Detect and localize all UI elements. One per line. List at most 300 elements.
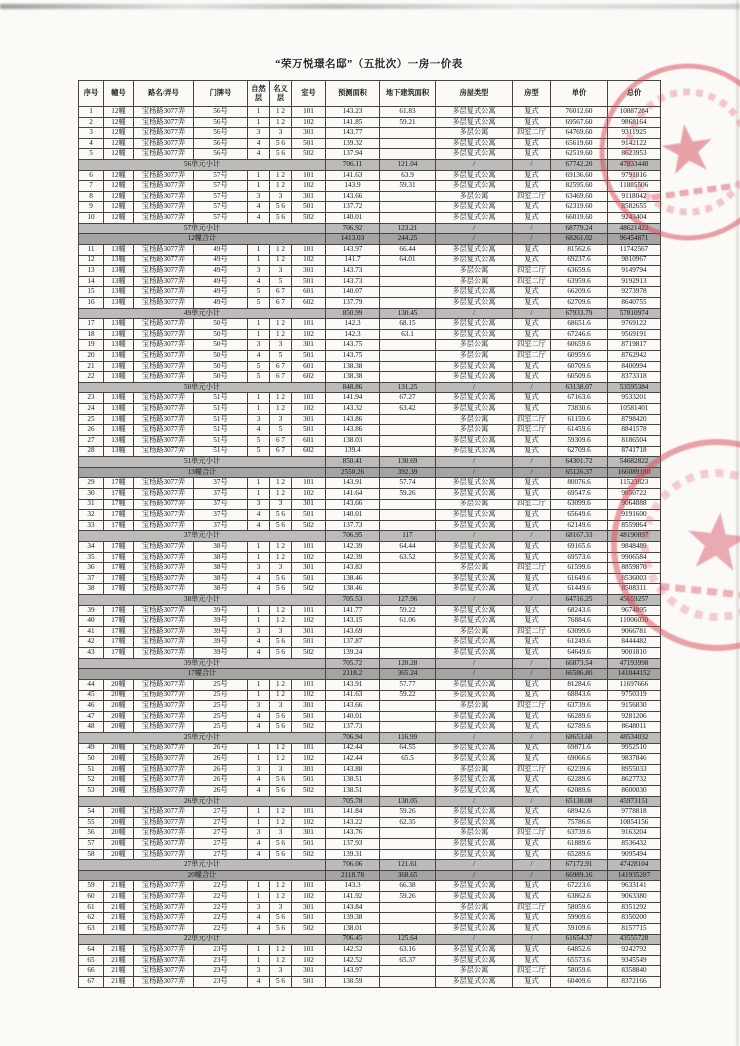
cell: 2118.2 xyxy=(326,669,380,680)
cell: 多层复式公寓 xyxy=(436,319,513,330)
cell: 63099.6 xyxy=(551,626,608,637)
cell: / xyxy=(436,732,513,743)
table-row xyxy=(79,775,661,786)
cell: 102 xyxy=(292,892,326,903)
table-row xyxy=(79,372,661,383)
cell: 50号 xyxy=(194,372,248,383)
cell: 40 xyxy=(79,616,104,627)
cell: 392.39 xyxy=(380,467,436,478)
table-row xyxy=(79,393,661,404)
cell: 6 7 xyxy=(270,361,292,372)
cell: 1 xyxy=(248,244,270,255)
cell: 宝杨路3077弄 xyxy=(134,393,194,404)
table-row xyxy=(79,117,661,128)
cell: 68243.6 xyxy=(551,605,608,616)
cell: 138.51 xyxy=(326,786,380,797)
cell: 10581401 xyxy=(608,404,661,415)
cell: 宝杨路3077弄 xyxy=(134,892,194,903)
cell: 2550.26 xyxy=(326,467,380,478)
cell: 39 xyxy=(79,605,104,616)
cell: 38号 xyxy=(194,584,248,595)
cell: 59.22 xyxy=(380,605,436,616)
cell: 宝杨路3077弄 xyxy=(134,138,194,149)
cell: 多层复式公寓 xyxy=(436,488,513,499)
cell: 3 xyxy=(248,266,270,277)
cell: 51号 xyxy=(194,393,248,404)
cell: 1 2 xyxy=(270,616,292,627)
cell: 1 2 xyxy=(270,117,292,128)
cell: 13幢 xyxy=(104,255,134,266)
unit-subtotal-row xyxy=(79,658,661,669)
cell: 5 6 xyxy=(270,584,292,595)
unit-subtotal-row xyxy=(79,457,661,468)
cell: 65573.6 xyxy=(551,955,608,966)
cell: 59.26 xyxy=(380,892,436,903)
unit-subtotal-row xyxy=(79,934,661,945)
cell: 多层公寓 xyxy=(436,414,513,425)
cell: 138.59 xyxy=(326,976,380,987)
cell: 22号 xyxy=(194,913,248,924)
cell: 5 6 xyxy=(270,520,292,531)
cell: 63959.6 xyxy=(551,276,608,287)
cell: 四室二厅 xyxy=(513,351,551,362)
cell: 1 2 xyxy=(270,244,292,255)
cell: 63.42 xyxy=(380,404,436,415)
cell: 34 xyxy=(79,541,104,552)
cell: 复式 xyxy=(513,488,551,499)
cell: 5 xyxy=(79,149,104,160)
cell: 54 xyxy=(79,807,104,818)
cell: 57号 xyxy=(194,181,248,192)
cell: 11697666 xyxy=(608,679,661,690)
cell: 138.46 xyxy=(326,573,380,584)
cell: 502 xyxy=(292,584,326,595)
cell xyxy=(380,138,436,149)
cell: 38号 xyxy=(194,573,248,584)
cell: 1 2 xyxy=(270,255,292,266)
cell: 60959.6 xyxy=(551,351,608,362)
cell: 1413.03 xyxy=(326,234,380,245)
cell xyxy=(380,913,436,924)
cell: 706.92 xyxy=(326,223,380,234)
cell: 61599.6 xyxy=(551,563,608,574)
cell: 18 xyxy=(79,329,104,340)
cell: 3 xyxy=(270,128,292,139)
cell: 复式 xyxy=(513,892,551,903)
cell: 66.44 xyxy=(380,244,436,255)
cell: 多层复式公寓 xyxy=(436,690,513,701)
cell: 4 xyxy=(248,573,270,584)
cell: 多层复式公寓 xyxy=(436,213,513,224)
cell: 102 xyxy=(292,404,326,415)
cell: 8627732 xyxy=(608,775,661,786)
cell: 47428104 xyxy=(608,860,661,871)
cell: 6 7 xyxy=(270,446,292,457)
cell: 1 2 xyxy=(270,807,292,818)
cell: 62149.6 xyxy=(551,520,608,531)
cell: 49 xyxy=(79,743,104,754)
cell: 13 xyxy=(79,266,104,277)
cell: 25号 xyxy=(194,679,248,690)
cell: / xyxy=(436,934,513,945)
cell: 5 6 xyxy=(270,923,292,934)
cell: 5 xyxy=(270,276,292,287)
cell xyxy=(380,637,436,648)
cell: 13幢 xyxy=(104,266,134,277)
cell: 25号 xyxy=(194,722,248,733)
cell: 57810974 xyxy=(608,308,661,319)
cell: 13幢 xyxy=(104,297,134,308)
cell: 宝杨路3077弄 xyxy=(134,945,194,956)
cell xyxy=(380,722,436,733)
cell: 301 xyxy=(292,563,326,574)
cell: 复式 xyxy=(513,552,551,563)
cell: 137.87 xyxy=(326,637,380,648)
cell: 宝杨路3077弄 xyxy=(134,849,194,860)
cell: / xyxy=(436,669,513,680)
cell: 多层公寓 xyxy=(436,425,513,436)
cell: 宝杨路3077弄 xyxy=(134,425,194,436)
cell: 49号 xyxy=(194,287,248,298)
cell: 复式 xyxy=(513,849,551,860)
cell: 17幢 xyxy=(104,616,134,627)
cell: 多层复式公寓 xyxy=(436,170,513,181)
table-row xyxy=(79,637,661,648)
cell xyxy=(380,648,436,659)
cell: 62709.6 xyxy=(551,446,608,457)
cell xyxy=(380,701,436,712)
cell: 17幢 xyxy=(104,520,134,531)
unit-subtotal-row xyxy=(79,860,661,871)
cell: 143.3 xyxy=(326,881,380,892)
cell: 301 xyxy=(292,764,326,775)
cell: 33 xyxy=(79,520,104,531)
cell: 17幢 xyxy=(104,510,134,521)
cell: 62089.6 xyxy=(551,786,608,797)
cell: 27 xyxy=(79,435,104,446)
cell: 复式 xyxy=(513,807,551,818)
cell: 13幢 xyxy=(104,319,134,330)
cell: 9952510 xyxy=(608,743,661,754)
cell: 9163204 xyxy=(608,828,661,839)
cell: 13幢 xyxy=(104,287,134,298)
cell: 142.52 xyxy=(326,945,380,956)
cell: 20幢 xyxy=(104,828,134,839)
cell: 3 xyxy=(270,499,292,510)
cell: 多层复式公寓 xyxy=(436,297,513,308)
cell: 65.37 xyxy=(380,955,436,966)
cell xyxy=(380,435,436,446)
cell: 63.16 xyxy=(380,945,436,956)
cell: 23号 xyxy=(194,945,248,956)
cell: 9848489 xyxy=(608,541,661,552)
table-row xyxy=(79,414,661,425)
cell: 10 xyxy=(79,213,104,224)
table-row xyxy=(79,213,661,224)
cell: 8559864 xyxy=(608,520,661,531)
cell: 13幢 xyxy=(104,414,134,425)
cell: 4 xyxy=(248,276,270,287)
cell: 13幢 xyxy=(104,329,134,340)
cell: 多层复式公寓 xyxy=(436,679,513,690)
cell: 76884.6 xyxy=(551,616,608,627)
cell: 9906584 xyxy=(608,552,661,563)
cell: 3 xyxy=(270,191,292,202)
cell: 57号 xyxy=(194,213,248,224)
cell: 62319.60 xyxy=(551,202,608,213)
cell: 5 6 xyxy=(270,213,292,224)
cell: 63862.6 xyxy=(551,892,608,903)
column-header: 序号 xyxy=(79,81,104,107)
cell: 9569191 xyxy=(608,329,661,340)
cell: 9064888 xyxy=(608,499,661,510)
table-row xyxy=(79,361,661,372)
column-header: 房屋类型 xyxy=(436,81,513,107)
cell: 12幢 xyxy=(104,107,134,118)
cell xyxy=(380,839,436,850)
cell: 4 xyxy=(248,637,270,648)
building-total-row xyxy=(79,870,661,881)
cell xyxy=(380,584,436,595)
cell: 1 2 xyxy=(270,404,292,415)
cell: 68261.02 xyxy=(551,234,608,245)
cell: 706.06 xyxy=(326,860,380,871)
cell: 138.01 xyxy=(326,923,380,934)
cell: / xyxy=(436,870,513,881)
cell: 64.55 xyxy=(380,743,436,754)
cell: 141044152 xyxy=(608,669,661,680)
cell: 8623953 xyxy=(608,149,661,160)
cell: 141.94 xyxy=(326,393,380,404)
table-row xyxy=(79,181,661,192)
cell: 137.72 xyxy=(326,202,380,213)
cell: 11006030 xyxy=(608,616,661,627)
cell: 6 xyxy=(79,170,104,181)
cell: 101 xyxy=(292,807,326,818)
cell xyxy=(380,446,436,457)
cell: 宝杨路3077弄 xyxy=(134,488,194,499)
cell: 102 xyxy=(292,255,326,266)
cell: 23号 xyxy=(194,976,248,987)
scan-edge-artifact xyxy=(0,4,740,9)
cell: 宝杨路3077弄 xyxy=(134,244,194,255)
cell: 5 xyxy=(248,372,270,383)
cell: 1 2 xyxy=(270,892,292,903)
cell: 67933.79 xyxy=(551,308,608,319)
cell: 宝杨路3077弄 xyxy=(134,510,194,521)
table-body xyxy=(79,107,661,988)
cell: 4 xyxy=(248,510,270,521)
cell: 复式 xyxy=(513,446,551,457)
cell xyxy=(380,202,436,213)
cell: 38号 xyxy=(194,552,248,563)
cell: 29 xyxy=(79,478,104,489)
cell: 67 xyxy=(79,976,104,987)
cell: 39号 xyxy=(194,616,248,627)
cell: 11 xyxy=(79,244,104,255)
subtotal-label: 49单元小计 xyxy=(79,308,326,319)
cell: 2 xyxy=(79,117,104,128)
cell: 多层公寓 xyxy=(436,966,513,977)
cell: 143.15 xyxy=(326,616,380,627)
cell: 301 xyxy=(292,902,326,913)
cell: 17幢 xyxy=(104,552,134,563)
column-header: 总价 xyxy=(608,81,661,107)
cell: 143.66 xyxy=(326,191,380,202)
cell: 20幢 xyxy=(104,786,134,797)
cell: 57.77 xyxy=(380,679,436,690)
cell: 501 xyxy=(292,425,326,436)
cell: 4 xyxy=(248,775,270,786)
cell xyxy=(380,902,436,913)
cell: 4 xyxy=(248,913,270,924)
cell xyxy=(380,425,436,436)
cell: / xyxy=(513,457,551,468)
cell: 61449.6 xyxy=(551,584,608,595)
cell: 7 xyxy=(79,181,104,192)
cell: 17幢 xyxy=(104,648,134,659)
cell xyxy=(380,149,436,160)
building-total-row xyxy=(79,234,661,245)
cell: 143.77 xyxy=(326,128,380,139)
cell: 139.24 xyxy=(326,648,380,659)
cell: 宝杨路3077弄 xyxy=(134,329,194,340)
cell: 81284.6 xyxy=(551,679,608,690)
cell: 4 xyxy=(248,648,270,659)
table-row xyxy=(79,276,661,287)
cell: 宝杨路3077弄 xyxy=(134,297,194,308)
cell: 多层复式公寓 xyxy=(436,520,513,531)
cell: 8640755 xyxy=(608,297,661,308)
cell: 宝杨路3077弄 xyxy=(134,255,194,266)
cell: 141.92 xyxy=(326,892,380,903)
table-row xyxy=(79,807,661,818)
cell: 21幢 xyxy=(104,881,134,892)
cell: / xyxy=(513,234,551,245)
seal-star-icon xyxy=(684,509,740,572)
cell: 12幢 xyxy=(104,181,134,192)
cell: 5 6 xyxy=(270,786,292,797)
cell: 复式 xyxy=(513,711,551,722)
cell: 复式 xyxy=(513,202,551,213)
cell: 38号 xyxy=(194,541,248,552)
table-row xyxy=(79,584,661,595)
cell: 3 xyxy=(270,266,292,277)
cell xyxy=(380,276,436,287)
table-row xyxy=(79,648,661,659)
cell: 5 6 xyxy=(270,849,292,860)
cell xyxy=(380,297,436,308)
cell: 30 xyxy=(79,488,104,499)
column-header: 室号 xyxy=(292,81,326,107)
cell: 1 2 xyxy=(270,817,292,828)
cell: 57号 xyxy=(194,170,248,181)
cell: 5 xyxy=(248,297,270,308)
cell: 65289.6 xyxy=(551,849,608,860)
cell: 20幢 xyxy=(104,711,134,722)
cell: 62.35 xyxy=(380,817,436,828)
cell: 10887284 xyxy=(608,107,661,118)
cell: 复式 xyxy=(513,361,551,372)
cell: 复式 xyxy=(513,138,551,149)
cell: 9191600 xyxy=(608,510,661,521)
cell: 多层复式公寓 xyxy=(436,255,513,266)
cell: 142.52 xyxy=(326,955,380,966)
column-header: 幢号 xyxy=(104,81,134,107)
cell: 501 xyxy=(292,351,326,362)
cell: 49号 xyxy=(194,266,248,277)
table-row xyxy=(79,425,661,436)
seal-star-icon xyxy=(659,121,716,176)
cell: 多层公寓 xyxy=(436,563,513,574)
column-header: 单价 xyxy=(551,81,608,107)
cell xyxy=(380,213,436,224)
column-header: 房型 xyxy=(513,81,551,107)
cell: 1 2 xyxy=(270,552,292,563)
cell: 56号 xyxy=(194,107,248,118)
cell: 53 xyxy=(79,786,104,797)
cell: 复式 xyxy=(513,976,551,987)
cell: 17幢 xyxy=(104,488,134,499)
cell: 301 xyxy=(292,966,326,977)
cell: / xyxy=(513,860,551,871)
cell: 142.44 xyxy=(326,743,380,754)
cell: 102 xyxy=(292,552,326,563)
cell: 48534032 xyxy=(608,732,661,743)
cell: 101 xyxy=(292,881,326,892)
cell: 21幢 xyxy=(104,923,134,934)
cell: 21幢 xyxy=(104,945,134,956)
cell: 5 6 xyxy=(270,138,292,149)
cell: / xyxy=(436,234,513,245)
cell: 143.76 xyxy=(326,828,380,839)
cell: 47 xyxy=(79,711,104,722)
cell: / xyxy=(513,658,551,669)
cell: 27号 xyxy=(194,849,248,860)
cell: 四室二厅 xyxy=(513,266,551,277)
cell: 56号 xyxy=(194,149,248,160)
cell: 123.21 xyxy=(380,223,436,234)
cell: 3 xyxy=(248,902,270,913)
cell: 1 2 xyxy=(270,541,292,552)
cell: 48190897 xyxy=(608,531,661,542)
cell: 705.72 xyxy=(326,658,380,669)
cell: 复式 xyxy=(513,393,551,404)
cell: 301 xyxy=(292,340,326,351)
cell: 多层复式公寓 xyxy=(436,149,513,160)
cell: 13幢 xyxy=(104,244,134,255)
cell: 27号 xyxy=(194,817,248,828)
cell: 137.73 xyxy=(326,722,380,733)
cell: 43555728 xyxy=(608,934,661,945)
table-row xyxy=(79,499,661,510)
cell: 141.77 xyxy=(326,605,380,616)
cell: 116.99 xyxy=(380,732,436,743)
cell: 8372166 xyxy=(608,976,661,987)
cell: 复式 xyxy=(513,372,551,383)
cell: 50号 xyxy=(194,340,248,351)
cell: 46 xyxy=(79,701,104,712)
cell: 多层复式公寓 xyxy=(436,711,513,722)
cell: 101 xyxy=(292,679,326,690)
table-row xyxy=(79,520,661,531)
cell: 9118042 xyxy=(608,191,661,202)
cell: 143.91 xyxy=(326,478,380,489)
cell: 12幢 xyxy=(104,170,134,181)
cell: 142.39 xyxy=(326,552,380,563)
cell: 20幢 xyxy=(104,817,134,828)
cell: 139.4 xyxy=(326,446,380,457)
